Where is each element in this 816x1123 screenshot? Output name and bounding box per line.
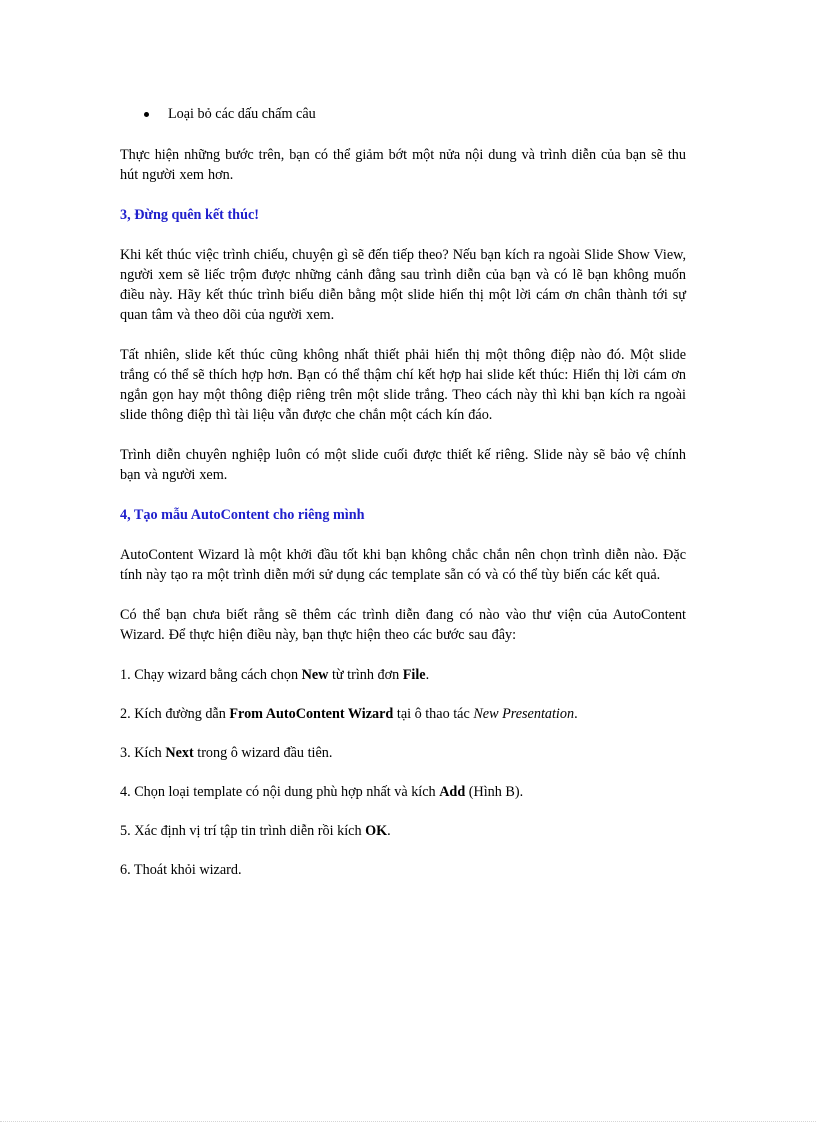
- step-2: [120, 704, 686, 724]
- section-3-paragraph-3: Trình diễn chuyên nghiệp luôn có một slide cuối được thiết kế riêng. Slide này sẽ bảo vệ chính bạn và người xem.: [120, 447, 686, 483]
- step-1-text-2: từ trình đơn: [328, 667, 403, 683]
- step-4-text: 4. Chọn loại template có nội dung phù hợp nhất và kích: [120, 784, 440, 800]
- page-content: [120, 104, 686, 899]
- step-1: [120, 665, 686, 685]
- step-6: [120, 860, 686, 880]
- step-2-text-2: tại ô thao tác: [393, 706, 474, 722]
- section-4-paragraph-2: Có thể bạn chưa biết rằng sẽ thêm các trình diễn đang có nào vào thư viện của AutoContent Wizard. Để thực hiện điều này, bạn thực hiện theo các bước sau đây:: [120, 607, 686, 643]
- step-5-text: 5. Xác định vị trí tập tin trình diễn rồi kích: [120, 823, 366, 839]
- page-bottom-divider: [0, 1121, 816, 1122]
- step-2-pane-name: New Presentation: [473, 706, 575, 722]
- step-1-menu-new: New: [301, 667, 329, 683]
- bullet-dot-icon: [144, 112, 149, 117]
- step-3-text: 3. Kích: [120, 745, 166, 761]
- section-4-paragraph-1: AutoContent Wizard là một khởi đầu tốt khi bạn không chắc chắn nên chọn trình diễn nào. Đặc tính này tạo ra một trình diễn mới sử dụng các template sẵn có và có thể tùy biến các kết quả.: [120, 547, 686, 583]
- step-4: [120, 782, 686, 802]
- step-4-button-add: Add: [439, 784, 466, 800]
- bullet-list-item: [120, 104, 686, 124]
- paragraph-intro: Thực hiện những bước trên, bạn có thể giảm bớt một nửa nội dung và trình diễn của bạn sẽ thu hút người xem hơn.: [120, 147, 686, 183]
- step-1-period: .: [425, 667, 430, 683]
- step-1-text: 1. Chạy wizard bằng cách chọn: [120, 667, 302, 683]
- step-3: [120, 743, 686, 763]
- bullet-text: Loại bỏ các dấu chấm câu: [168, 106, 316, 122]
- section-3-paragraph-2: Tất nhiên, slide kết thúc cũng không nhất thiết phải hiển thị một thông điệp nào đó. Một slide trắng có thể sẽ thích hợp hơn. Bạn có thể thậm chí kết hợp hai slide kết thúc: Hiển thị lời cám ơn ngắn gọn hay một thông điệp riêng trên một slide trắng. Theo cách này thì khi bạn kích ra ngoài slide thông điệp thì tài liệu vẫn được che chắn một cách kín đáo.: [120, 347, 686, 423]
- step-3-button-next: Next: [165, 745, 194, 761]
- section-3-heading: 3, Đừng quên kết thúc!: [120, 207, 259, 223]
- step-3-text-2: trong ô wizard đầu tiên.: [193, 745, 333, 761]
- step-2-link-name: From AutoContent Wizard: [229, 706, 394, 722]
- step-5-button-ok: OK: [365, 823, 388, 839]
- section-3-paragraph-1: Khi kết thúc việc trình chiếu, chuyện gì sẽ đến tiếp theo? Nếu bạn kích ra ngoài Slide Show View, người xem sẽ liếc trộm được những cảnh đằng sau trình diễn của bạn và có lẽ bạn không muốn điều này. Hãy kết thúc trình biểu diễn bằng một slide hiển thị một lời cám ơn chân thành tới sự quan tâm và theo dõi của người xem.: [120, 247, 686, 323]
- step-1-menu-file: File: [402, 667, 426, 683]
- step-6-text: 6. Thoát khỏi wizard.: [120, 862, 242, 878]
- section-4-heading: 4, Tạo mẫu AutoContent cho riêng mình: [120, 507, 365, 523]
- step-5-period: .: [387, 823, 391, 839]
- step-5: [120, 821, 686, 841]
- step-2-period: .: [574, 706, 578, 722]
- step-2-text: 2. Kích đường dẫn: [120, 706, 230, 722]
- step-4-text-2: (Hình B).: [465, 784, 524, 800]
